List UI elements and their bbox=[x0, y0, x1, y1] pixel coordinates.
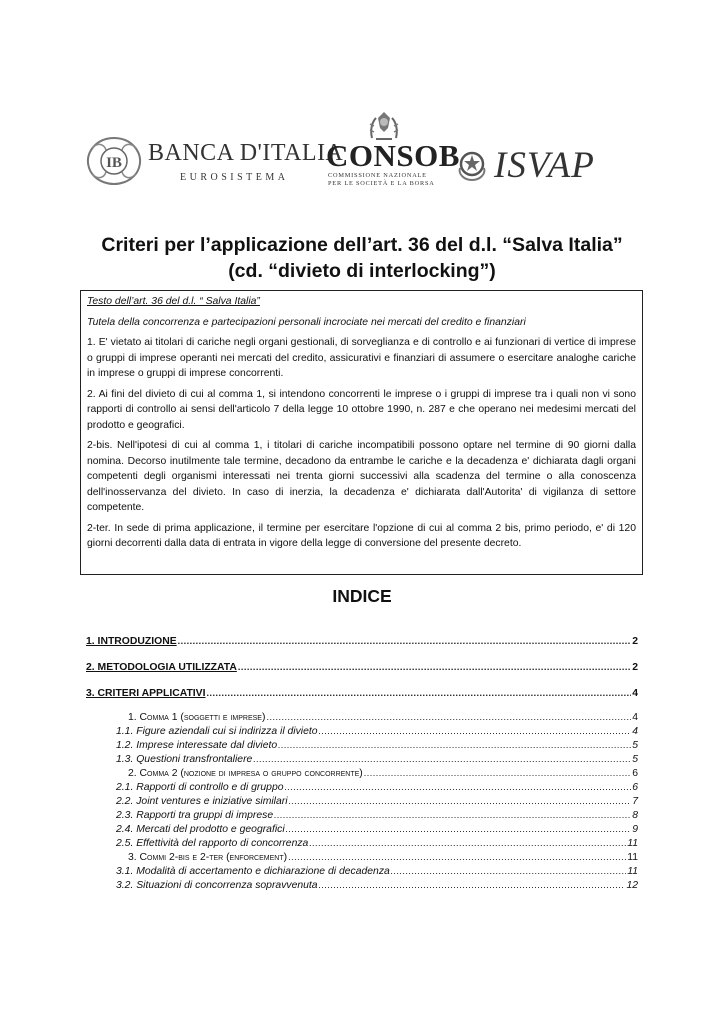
toc-entry[interactable] bbox=[86, 740, 638, 751]
toc-dot-leader bbox=[288, 852, 626, 862]
toc-dot-leader bbox=[289, 796, 632, 806]
title-line-2: (cd. “divieto di interlocking”) bbox=[228, 260, 496, 282]
consob-name: CONSOB bbox=[326, 138, 460, 173]
box-paragraph-2: 2. Ai fini del divieto di cui al comma 1, si intendono concorrenti le imprese o i gruppi di imprese tra i quali non vi sono rapporti di controllo ai sensi dell'articolo 7 della legge 10 ottobre 1990, n. 287 e che operano nei medesimi mercati del prodotto e geografici. bbox=[87, 388, 636, 431]
toc-dot-leader bbox=[266, 712, 631, 722]
toc-entry-label: 1.3. Questioni transfrontaliere bbox=[116, 754, 253, 765]
box-heading: Testo dell’art. 36 del d.l. “ Salva Italia” bbox=[87, 296, 260, 307]
toc-dot-leader bbox=[285, 782, 632, 792]
svg-text:IB: IB bbox=[106, 155, 122, 171]
toc-entry[interactable] bbox=[86, 852, 638, 863]
toc-entry-label: 2.2. Joint ventures e iniziative similari bbox=[116, 796, 288, 807]
toc-entry-page: 9 bbox=[632, 824, 638, 835]
toc-entry[interactable] bbox=[86, 782, 638, 793]
toc-entry-label: 1. Comma 1 (soggetti e imprese) bbox=[128, 712, 266, 723]
toc-dot-leader bbox=[319, 880, 626, 890]
toc-entry[interactable] bbox=[86, 866, 638, 877]
toc-entry[interactable] bbox=[86, 726, 638, 737]
title-line-1: Criteri per l’applicazione dell’art. 36 del d.l. “Salva Italia” bbox=[101, 234, 623, 256]
toc-entry-label: 3. Commi 2-bis e 2-ter (enforcement) bbox=[128, 852, 288, 863]
box-paragraph-3: 2-bis. Nell'ipotesi di cui al comma 1, i titolari di cariche incompatibili possono optare nel termine di 90 giorni dalla nomina. Decorso inutilmente tale termine, decadono da entrambe le cariche e la decadenza e' dichiarata dagli organi competenti degli organismi interessati nei trenta giorni successivi alla scadenza del termine o alla conoscenza dell'inosservanza del divieto. In caso di inerzia, la decadenza e' dichiarata dall'Autorita' di vigilanza di settore competente. bbox=[87, 440, 636, 513]
toc-entry-label: 2. METODOLOGIA UTILIZZATA bbox=[86, 662, 237, 673]
toc-entry-page: 7 bbox=[632, 796, 638, 807]
index-heading: INDICE bbox=[332, 586, 392, 606]
toc-entry-page: 12 bbox=[626, 880, 638, 891]
toc-dot-leader bbox=[238, 662, 631, 672]
toc-entry-page: 8 bbox=[632, 810, 638, 821]
toc-dot-leader bbox=[178, 636, 632, 646]
toc-entry-page: 6 bbox=[632, 782, 638, 793]
toc-entry-page: 11 bbox=[627, 866, 638, 877]
toc-entry-label: 1.2. Imprese interessate dal divieto bbox=[116, 740, 278, 751]
toc-entry[interactable] bbox=[86, 880, 638, 891]
toc-dot-leader bbox=[309, 838, 626, 848]
toc-entry[interactable] bbox=[86, 688, 638, 699]
consob-emblem-icon bbox=[366, 108, 402, 142]
toc-entry-page: 4 bbox=[632, 688, 638, 699]
toc-dot-leader bbox=[278, 740, 631, 750]
toc-entry[interactable] bbox=[86, 754, 638, 765]
toc-entry[interactable] bbox=[86, 838, 638, 849]
toc-entry[interactable] bbox=[86, 824, 638, 835]
toc-entry[interactable] bbox=[86, 636, 638, 647]
consob-subtitle bbox=[328, 172, 435, 188]
toc-entry-label: 2. Comma 2 (nozione di impresa o gruppo concorrente) bbox=[128, 768, 363, 779]
toc-entry-page: 2 bbox=[632, 662, 638, 673]
toc-dot-leader bbox=[391, 866, 626, 876]
toc-entry[interactable] bbox=[86, 796, 638, 807]
box-paragraph-1: 1. E' vietato ai titolari di cariche negli organi gestionali, di sorveglianza e di controllo e ai funzionari di vertice di imprese o gruppi di imprese operanti nei mercati del credito, assicurativi e finanziari di assumere o esercitare analoghe cariche in imprese o gruppi di imprese concorrenti. bbox=[87, 337, 636, 379]
toc-entry-page: 5 bbox=[632, 754, 638, 765]
law-text-box bbox=[80, 290, 643, 575]
toc-entry-page: 6 bbox=[632, 768, 638, 779]
italian-republic-emblem-icon bbox=[456, 146, 488, 182]
toc-entry-page: 4 bbox=[632, 726, 638, 737]
toc-entry-label: 3.1. Modalità di accertamento e dichiarazione di decadenza bbox=[116, 866, 390, 877]
box-subheading: Tutela della concorrenza e partecipazioni personali incrociate nei mercati del credito e finanziari bbox=[87, 316, 526, 328]
toc-entry-label: 3.2. Situazioni di concorrenza sopravvenuta bbox=[116, 880, 318, 891]
toc-dot-leader bbox=[364, 768, 631, 778]
toc-entry-page: 5 bbox=[632, 740, 638, 751]
toc-dot-leader bbox=[319, 726, 632, 736]
toc-entry-page: 2 bbox=[632, 636, 638, 647]
toc-entry[interactable] bbox=[86, 662, 638, 673]
toc-dot-leader bbox=[253, 754, 631, 764]
box-paragraph-4: 2-ter. In sede di prima applicazione, il termine per esercitare l'opzione di cui al comma 2 bis, primo periodo, e' di 120 giorni decorrenti dalla data di entrata in vigore della legge di conversione del presente decreto. bbox=[87, 522, 636, 549]
toc-entry-page: 4 bbox=[632, 712, 638, 723]
toc-entry-label: 1.1. Figure aziendali cui si indirizza il divieto bbox=[116, 726, 318, 737]
toc-entry[interactable] bbox=[86, 712, 638, 723]
toc-entry-label: 3. CRITERI APPLICATIVI bbox=[86, 688, 206, 699]
toc-entry-label: 2.3. Rapporti tra gruppi di imprese bbox=[116, 810, 274, 821]
toc-entry-label: 2.4. Mercati del prodotto e geografici bbox=[116, 824, 285, 835]
logo-banner bbox=[84, 108, 604, 194]
toc-entry-page: 11 bbox=[627, 852, 638, 863]
consob-subtitle-line1: COMMISSIONE NAZIONALE bbox=[328, 172, 427, 179]
toc-entry[interactable] bbox=[86, 810, 638, 821]
banca-italia-subtitle: EUROSISTEMA bbox=[180, 172, 289, 183]
consob-subtitle-line2: PER LE SOCIETÀ E LA BORSA bbox=[328, 180, 435, 187]
toc-entry-page: 11 bbox=[627, 838, 638, 849]
isvap-name: ISVAP bbox=[494, 145, 595, 186]
document-title bbox=[0, 232, 724, 284]
toc-dot-leader bbox=[286, 824, 632, 834]
toc-entry-label: 2.1. Rapporti di controllo e di gruppo bbox=[116, 782, 284, 793]
banca-italia-name: BANCA D'ITALIA bbox=[148, 140, 344, 166]
toc-entry[interactable] bbox=[86, 768, 638, 779]
toc-dot-leader bbox=[274, 810, 631, 820]
toc-entry-label: 2.5. Effettività del rapporto di concorrenza bbox=[116, 838, 309, 849]
toc-entry-label: 1. INTRODUZIONE bbox=[86, 636, 177, 647]
banca-italia-emblem-icon bbox=[84, 134, 144, 186]
toc-dot-leader bbox=[207, 688, 632, 698]
